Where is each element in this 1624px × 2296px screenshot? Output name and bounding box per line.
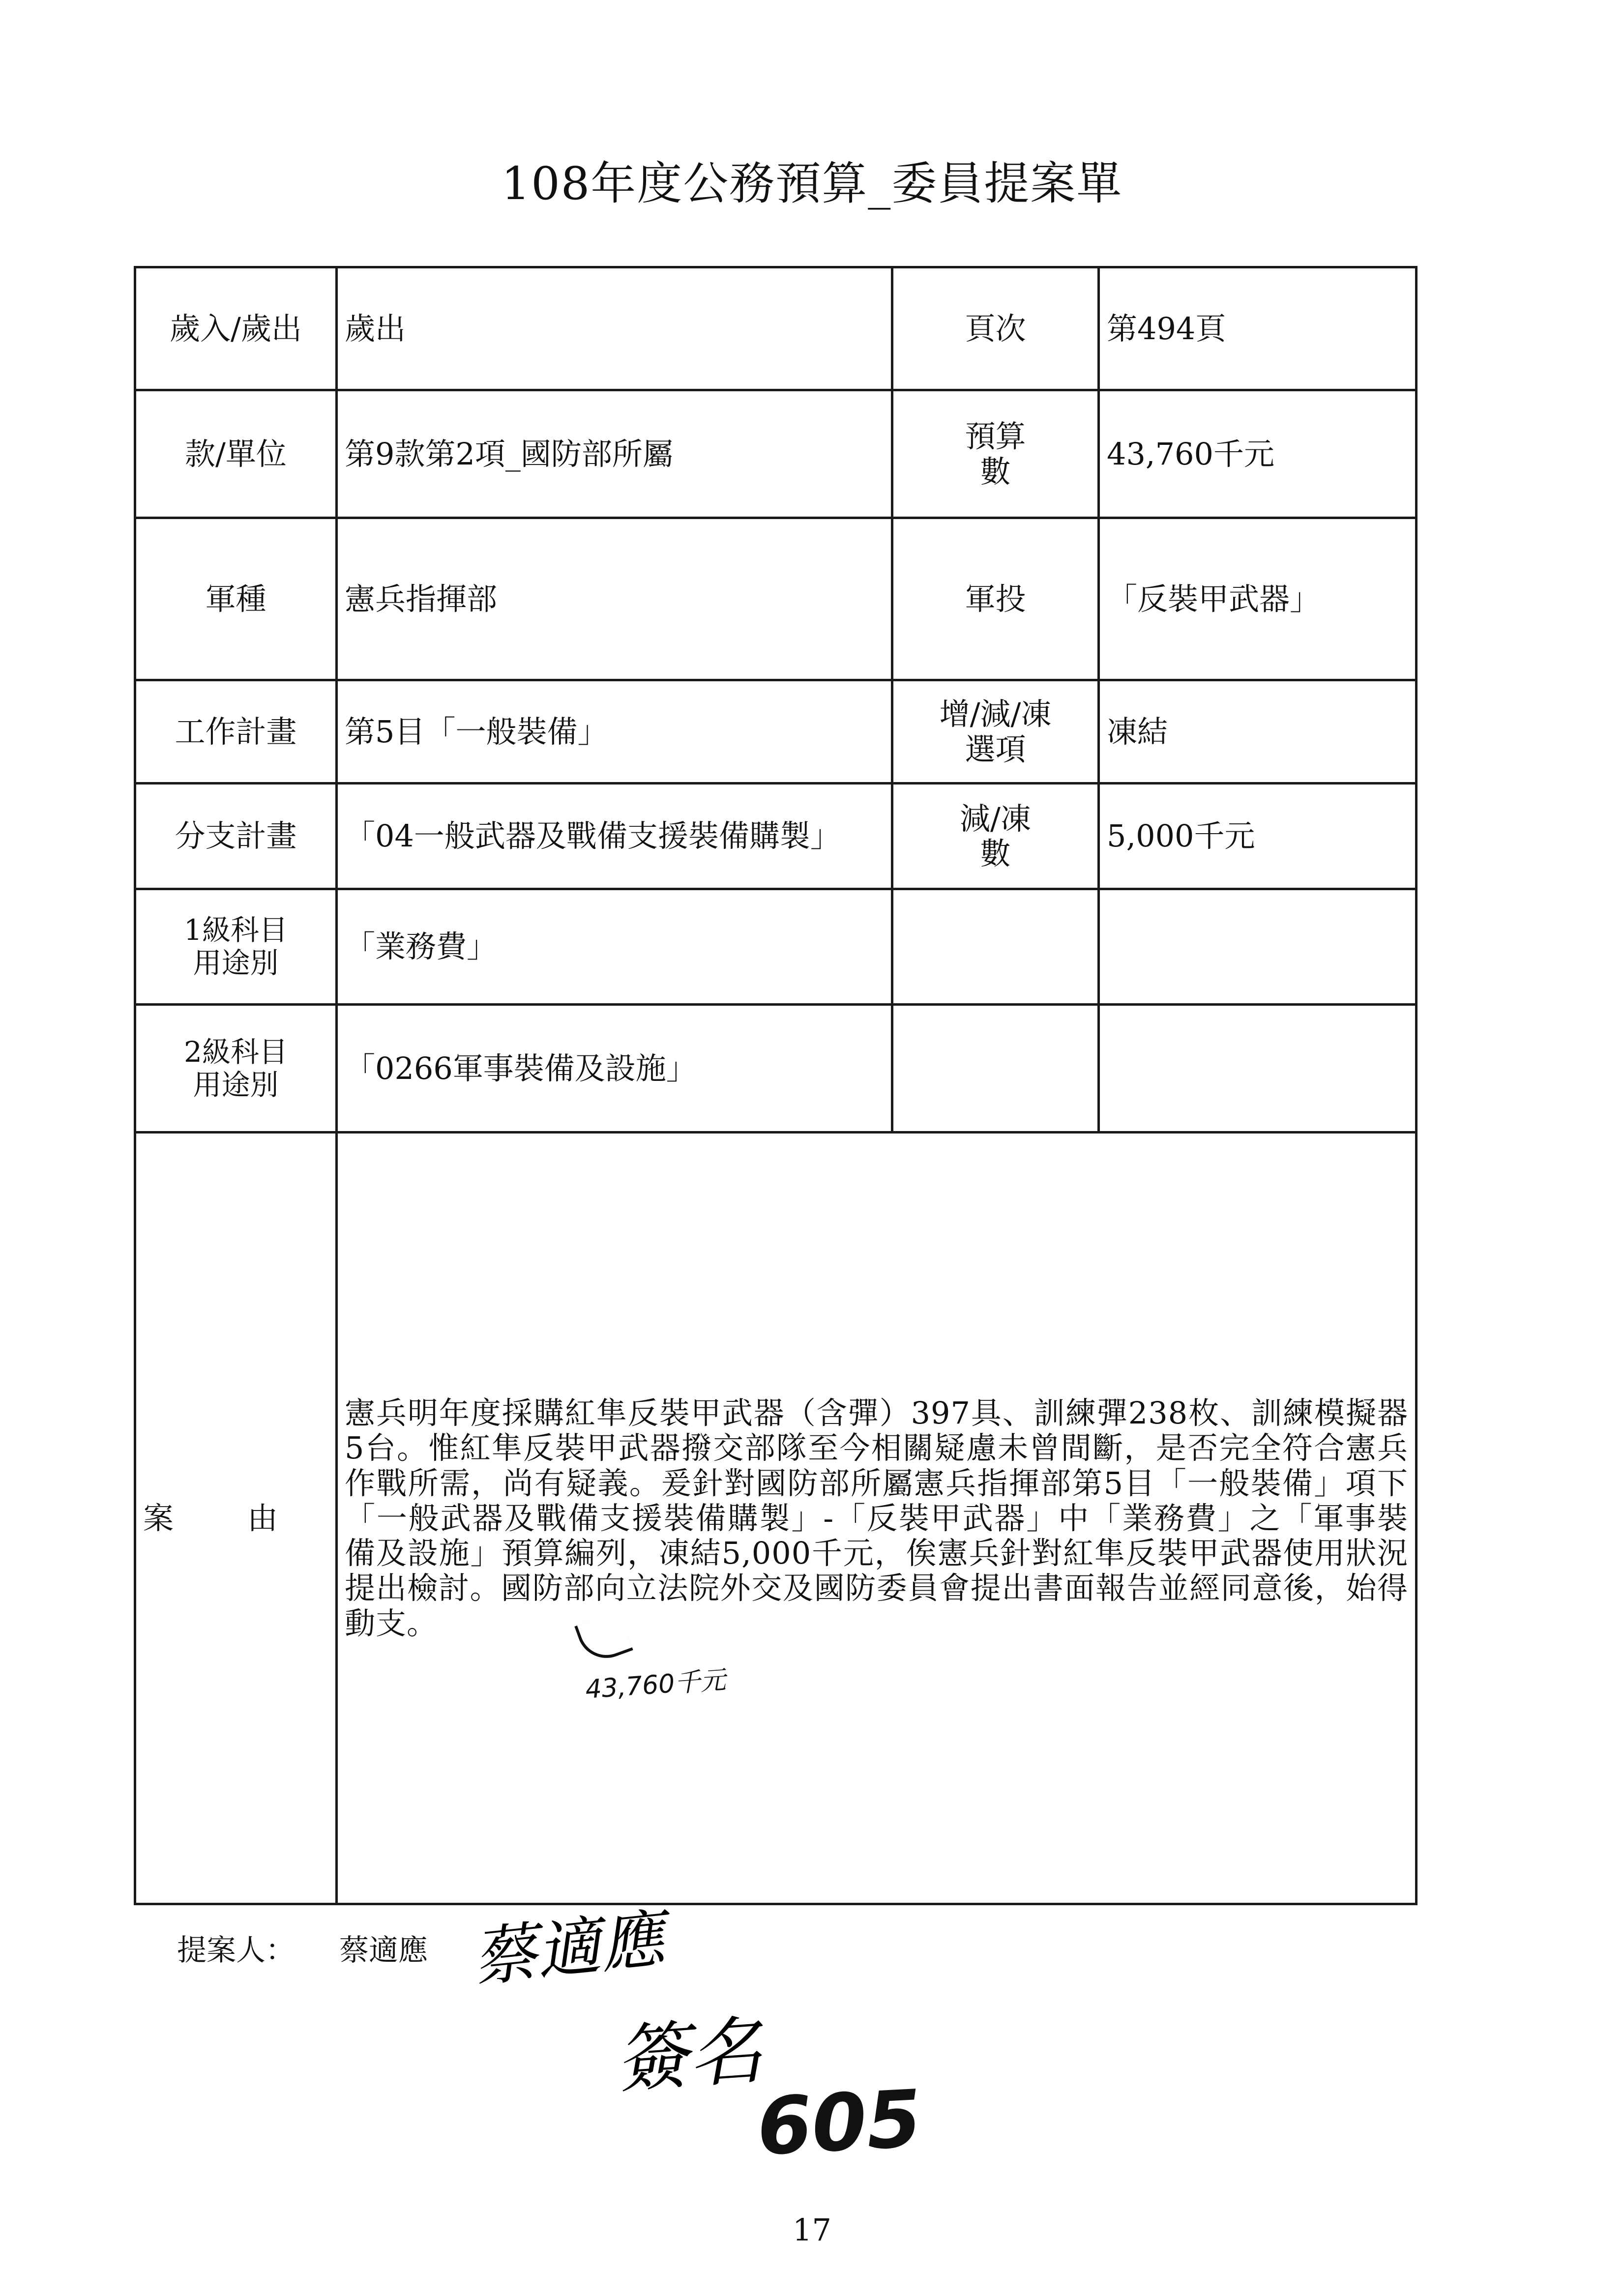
handwritten-signature-1: 蔡適應 bbox=[469, 1901, 668, 1996]
proposer bbox=[177, 1927, 428, 1969]
value-revenue-expense: 歲出 bbox=[337, 267, 892, 390]
proposer-label: 提案人： bbox=[177, 1933, 295, 1968]
proposal-form-table bbox=[134, 266, 1417, 1905]
label-reduce-amount-line1: 減/凍 bbox=[960, 800, 1031, 837]
value-section-unit: 第9款第2項_國防部所屬 bbox=[337, 390, 892, 518]
label-option-line1: 增/減/凍 bbox=[939, 696, 1052, 732]
label-level1-subject bbox=[135, 889, 337, 1005]
row-service bbox=[135, 518, 1417, 680]
label-level1-line1: 1級科目 bbox=[184, 913, 288, 947]
value-service: 憲兵指揮部 bbox=[337, 518, 892, 680]
value-investment: 「反裝甲武器」 bbox=[1099, 518, 1417, 680]
handwritten-page-number: 605 bbox=[755, 2072, 924, 2173]
page-number: 17 bbox=[793, 2212, 831, 2248]
label-budget-amount-line1: 預算 bbox=[965, 418, 1026, 455]
label-reason-char2: 由 bbox=[247, 1500, 278, 1536]
proposer-name: 蔡適應 bbox=[339, 1933, 428, 1968]
label-option bbox=[892, 680, 1099, 784]
handwritten-signature-2: 簽名 bbox=[612, 2007, 766, 2104]
value-reduce-amount: 5,000千元 bbox=[1099, 784, 1417, 889]
value-option: 凍結 bbox=[1099, 680, 1417, 784]
empty-cell-2 bbox=[1099, 889, 1417, 1005]
empty-cell-3 bbox=[892, 1005, 1099, 1133]
row-branch-plan bbox=[135, 784, 1417, 889]
label-branch-plan: 分支計畫 bbox=[135, 784, 337, 889]
value-page: 第494頁 bbox=[1099, 267, 1417, 390]
row-reason bbox=[135, 1133, 1417, 1904]
value-branch-plan: 「04一般武器及戰備支援裝備購製」 bbox=[337, 784, 892, 889]
value-level1-subject: 「業務費」 bbox=[337, 889, 892, 1005]
row-level2-subject bbox=[135, 1005, 1417, 1133]
row-section-unit bbox=[135, 390, 1417, 518]
label-reason bbox=[135, 1133, 337, 1904]
empty-cell-4 bbox=[1099, 1005, 1417, 1133]
label-level2-subject bbox=[135, 1005, 337, 1133]
label-level2-line1: 2級科目 bbox=[184, 1035, 288, 1069]
handwritten-annotation: 43,760千元 bbox=[584, 1665, 727, 1705]
label-work-plan: 工作計畫 bbox=[135, 680, 337, 784]
label-reason-char1: 案 bbox=[143, 1500, 174, 1536]
row-level1-subject bbox=[135, 889, 1417, 1005]
label-budget-amount-line2: 數 bbox=[980, 453, 1011, 490]
label-section-unit: 款/單位 bbox=[135, 390, 337, 518]
reason-text: 憲兵明年度採購紅隼反裝甲武器（含彈）397具、訓練彈238枚、訓練模擬器5台。惟紅隼反裝甲武器撥交部隊至今相關疑慮未曾間斷，是否完全符合憲兵作戰所需，尚有疑義。爰針對國防部所屬憲兵指揮部第5目「一般裝備」項下「一般武器及戰備支援裝備購製」-「反裝甲武器」中「業務費」之「軍事裝備及設施」預算編列，凍結5,000千元，俟憲兵針對紅隼反裝甲武器使用狀況提出檢討。國防部向立法院外交及國防委員會提出書面報告並經同意後，始得動支。 bbox=[337, 1133, 1417, 1904]
empty-cell-1 bbox=[892, 889, 1099, 1005]
form-title: 108年度公務預算_委員提案單 bbox=[501, 157, 1123, 210]
label-level2-line2: 用途別 bbox=[193, 1068, 279, 1102]
label-reduce-amount bbox=[892, 784, 1099, 889]
label-service: 軍種 bbox=[135, 518, 337, 680]
value-level2-subject: 「0266軍事裝備及設施」 bbox=[337, 1005, 892, 1133]
label-investment: 軍投 bbox=[892, 518, 1099, 680]
label-budget-amount bbox=[892, 390, 1099, 518]
label-option-line2: 選項 bbox=[965, 731, 1026, 767]
row-work-plan bbox=[135, 680, 1417, 784]
label-page: 頁次 bbox=[892, 267, 1099, 390]
label-revenue-expense: 歲入/歲出 bbox=[135, 267, 337, 390]
label-reduce-amount-line2: 數 bbox=[980, 836, 1011, 872]
label-level1-line2: 用途別 bbox=[193, 946, 279, 980]
value-budget-amount: 43,760千元 bbox=[1099, 390, 1417, 518]
value-work-plan: 第5目「一般裝備」 bbox=[337, 680, 892, 784]
row-revenue-expense bbox=[135, 267, 1417, 390]
